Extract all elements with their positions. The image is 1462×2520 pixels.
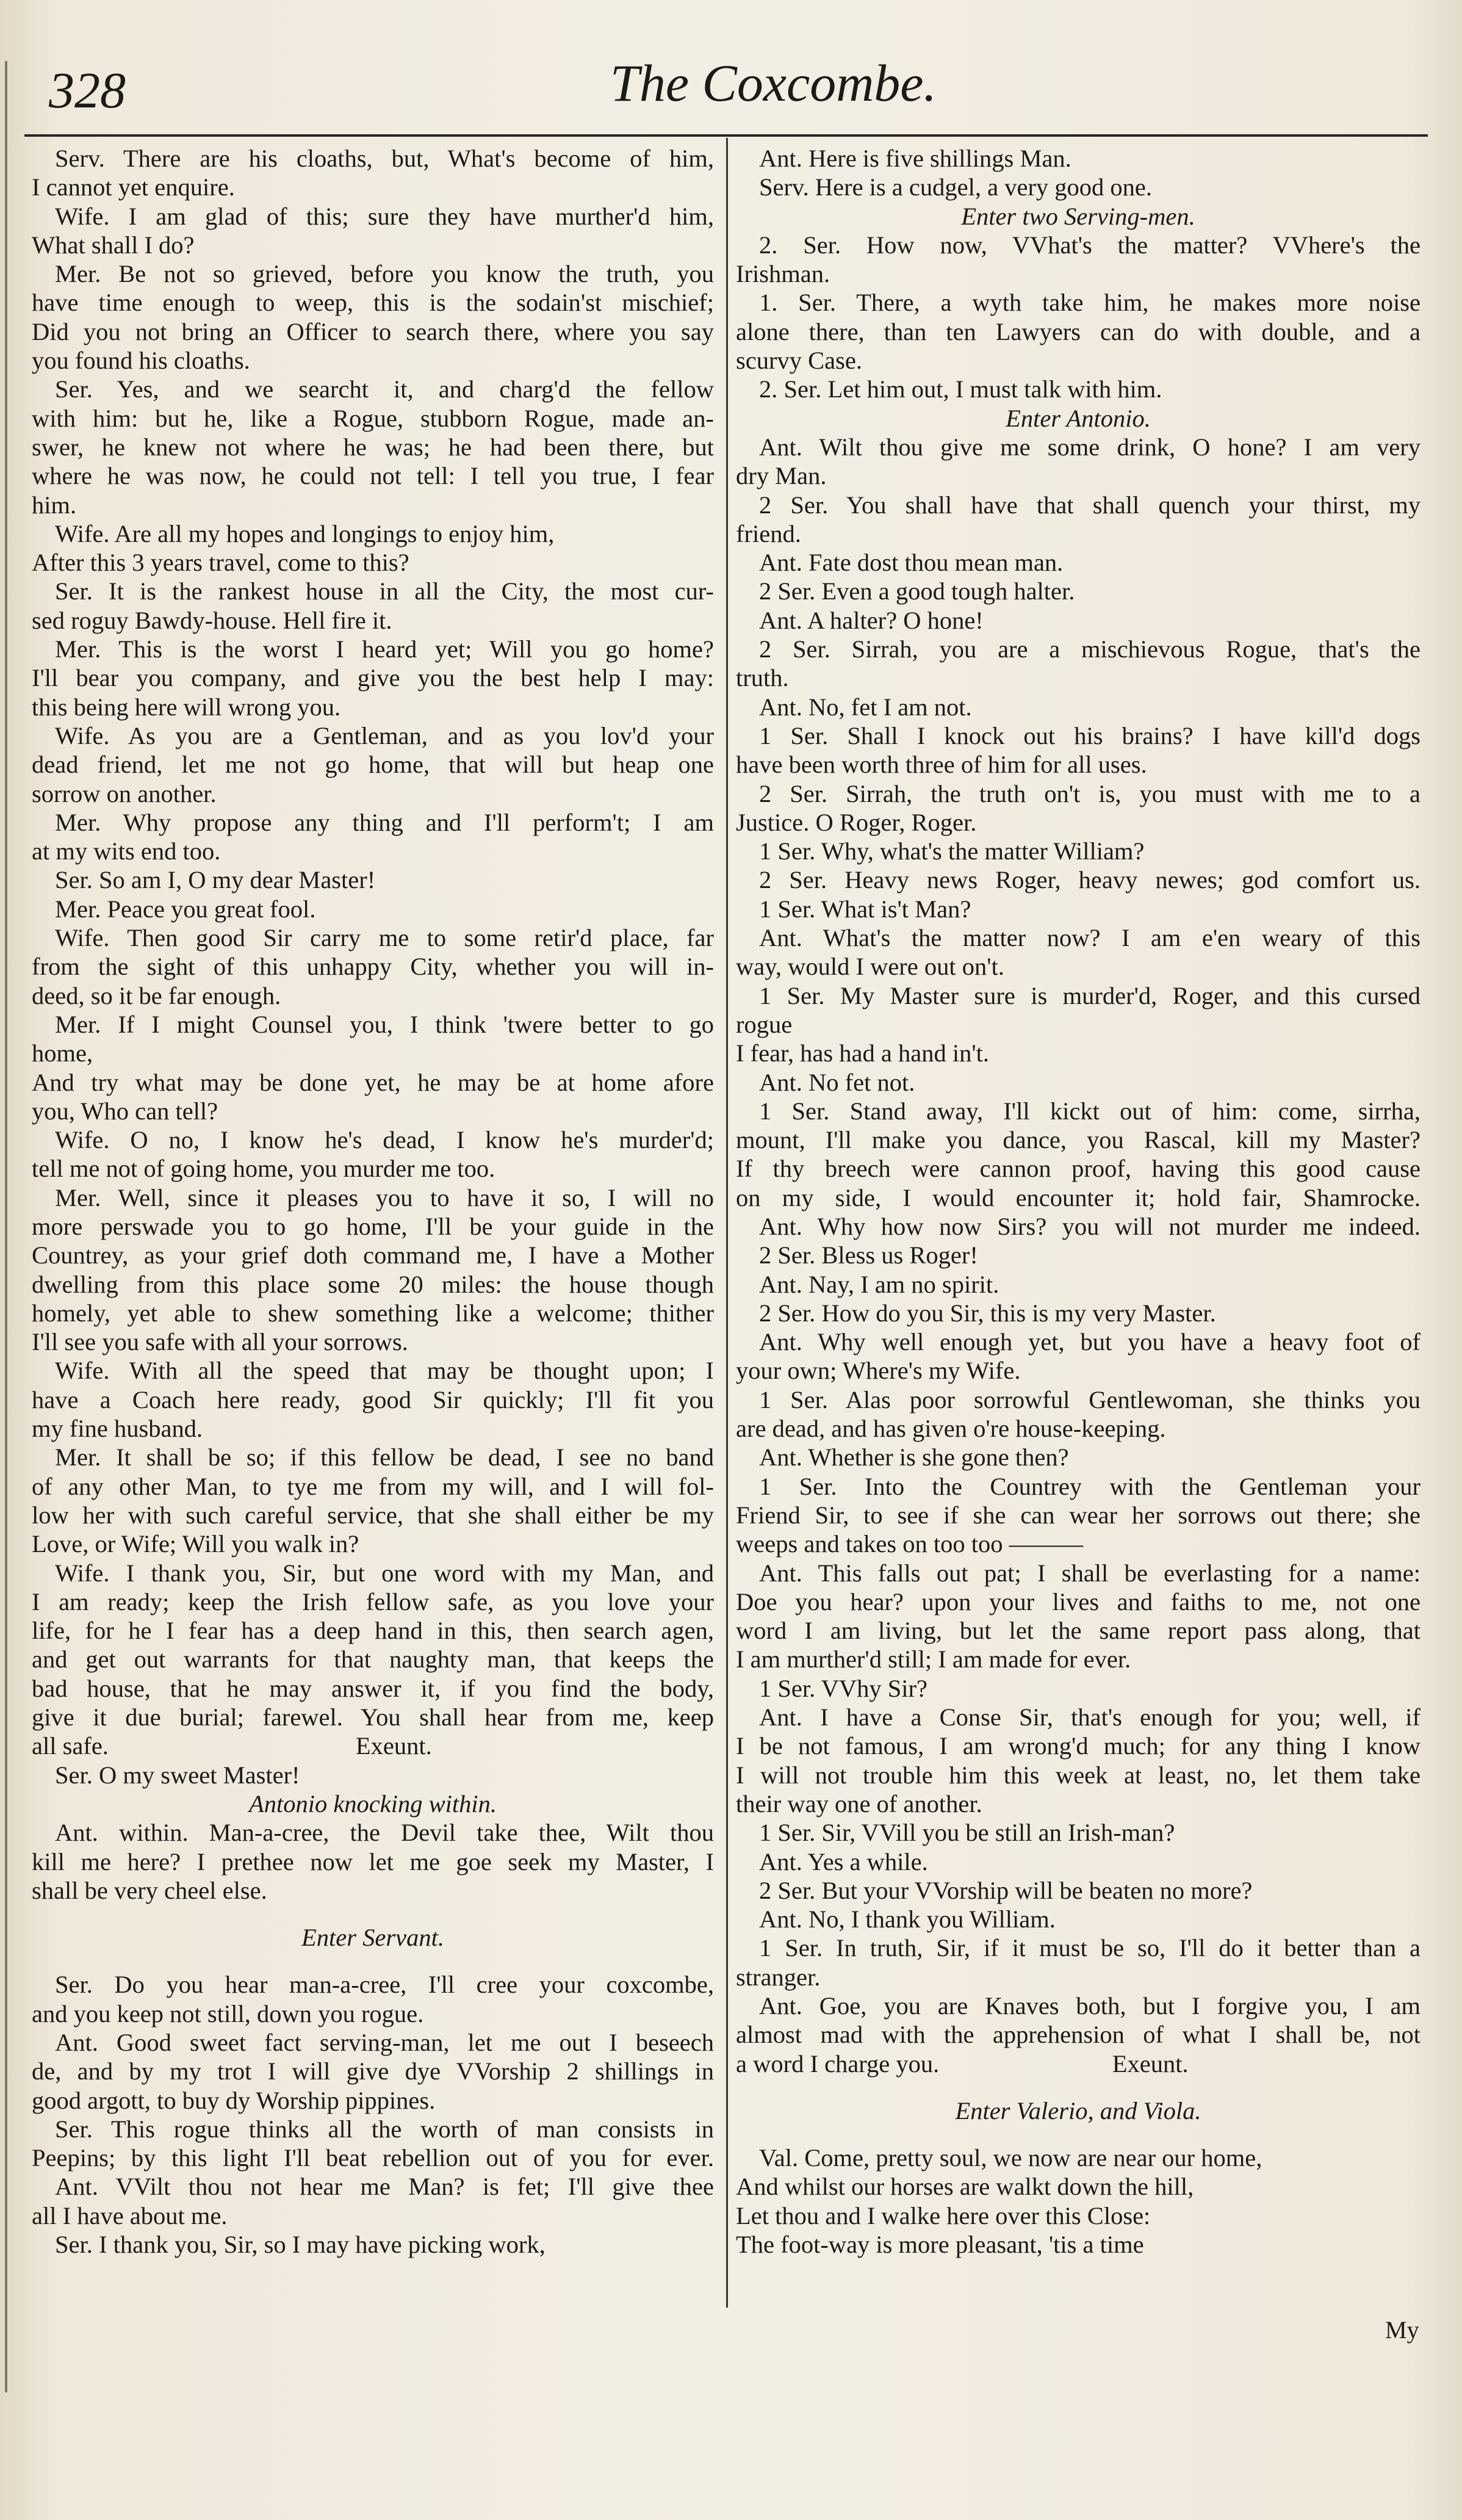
text-line: I cannot yet enquire.	[32, 173, 235, 201]
text-line: 1 Ser. In truth, Sir, if it must be so, I'll do it better than a	[759, 1934, 1421, 1962]
text-line: home,	[32, 1039, 93, 1067]
text-line: Mer. This is the worst I heard yet; Will you go home?	[55, 635, 714, 663]
text-line: Ant. Fate dost thou mean man.	[759, 549, 1064, 577]
text-line: homely, yet able to shew something like a welcome; thither	[32, 1299, 714, 1327]
text-line: Mer. Why propose any thing and I'll perform't; I am	[55, 808, 714, 836]
text-line: from the sight of this unhappy City, whether you will in-	[32, 953, 714, 981]
page-header	[24, 43, 1440, 119]
text-line: Friend Sir, to see if she can wear her sorrows out there; she	[736, 1501, 1421, 1529]
text-line: Mer. Be not so grieved, before you know the truth, you	[55, 260, 714, 288]
text-line: Ant. No, fet I am not.	[759, 693, 972, 721]
text-line: Countrey, as your grief doth command me, I have a Mother	[32, 1241, 714, 1269]
text-line: all safe. Exeunt.	[32, 1732, 432, 1760]
text-line: Ant. This falls out pat; I shall be everlasting for a name:	[759, 1559, 1421, 1587]
text-line: have a Coach here ready, good Sir quickly; I'll fit you	[32, 1385, 714, 1413]
text-line: have been worth three of him for all uses.	[736, 751, 1147, 779]
text-line: I will not trouble him this week at least, no, let them take	[736, 1761, 1421, 1789]
text-line: Wife. Are all my hopes and longings to enjoy him,	[55, 519, 555, 547]
text-line: weeps and takes on too too ———	[736, 1530, 1084, 1558]
text-line: I am ready; keep the Irish fellow safe, as you love your	[32, 1587, 714, 1616]
left-column	[32, 144, 714, 2259]
catchword: My	[1385, 2316, 1419, 2344]
text-line: Ant. I have a Conse Sir, that's enough for you; well, if	[759, 1703, 1421, 1731]
text-line: my fine husband.	[32, 1415, 203, 1443]
text-line: 1 Ser. Shall I knock out his brains? I have kill'd dogs	[759, 721, 1421, 749]
text-line: 1 Ser. Stand away, I'll kickt out of him: come, sirrha,	[759, 1097, 1421, 1125]
text-line: low her with such careful service, that she shall either be my	[32, 1501, 714, 1529]
text-line: word I am living, but let the same report pass along, that	[736, 1617, 1421, 1645]
text-line: 2 Ser. Even a good tough halter.	[759, 577, 1075, 605]
text-line: Ser. So am I, O my dear Master!	[55, 866, 376, 894]
text-line: Val. Come, pretty soul, we now are near our home,	[759, 2144, 1262, 2172]
text-line: you found his cloaths.	[32, 347, 250, 375]
text-line: rogue	[736, 1010, 793, 1038]
text-line: And whilst our horses are walkt down the hill,	[736, 2173, 1194, 2201]
text-line: Enter Servant.	[301, 1924, 444, 1952]
text-line: you, Who can tell?	[32, 1097, 218, 1125]
text-line: friend.	[736, 519, 801, 547]
text-line: I fear, has had a hand in't.	[736, 1039, 990, 1067]
text-line: Serv. Here is a cudgel, a very good one.	[759, 173, 1153, 201]
text-line: What shall I do?	[32, 231, 195, 259]
text-line: shall be very cheel else.	[32, 1876, 267, 1904]
text-line: Ant. Why how now Sirs? you will not murder me indeed.	[759, 1212, 1421, 1240]
text-line: good argott, to buy dy Worship pippines.	[32, 2086, 436, 2114]
text-line: stranger.	[736, 1963, 821, 1991]
text-line: Ant. A halter? O hone!	[759, 606, 984, 634]
text-line: dry Man.	[736, 462, 827, 490]
text-line: Ser. O my sweet Master!	[55, 1761, 300, 1789]
text-line: Let thou and I walke here over this Close:	[736, 2201, 1151, 2229]
text-line: 2. Ser. How now, VVhat's the matter? VVhere's the	[759, 231, 1421, 259]
text-line: 1 Ser. Sir, VVill you be still an Irish-man?	[759, 1819, 1175, 1847]
right-column	[736, 144, 1421, 2259]
text-line: deed, so it be far enough.	[32, 981, 281, 1009]
text-line: Ant. Here is five shillings Man.	[759, 145, 1071, 172]
text-line: And try what may be done yet, he may be at home afore	[32, 1068, 714, 1096]
text-line: bad house, that he may answer it, if you find the body,	[32, 1674, 714, 1702]
text-line: Ant. Whether is she gone then?	[759, 1443, 1069, 1471]
text-line: 2 Ser. Heavy news Roger, heavy newes; god comfort us.	[759, 866, 1421, 894]
text-line: 1 Ser. VVhy Sir?	[759, 1674, 928, 1702]
text-line: Ant. No fet not.	[759, 1068, 915, 1096]
text-line: 2 Ser. How do you Sir, this is my very Master.	[759, 1299, 1216, 1327]
text-line: Doe you hear? upon your lives and faiths to me, not one	[736, 1587, 1421, 1616]
text-line: a word I charge you. Exeunt.	[736, 2049, 1189, 2078]
text-line: Wife. With all the speed that may be thought upon; I	[55, 1357, 714, 1385]
text-line: of any other Man, to tye me from my will, and I will fol-	[32, 1472, 714, 1500]
text-line: sed roguy Bawdy-house. Hell fire it.	[32, 606, 392, 634]
column-divider	[726, 138, 728, 2308]
text-line: and get out warrants for that naughty man, that keeps the	[32, 1645, 714, 1673]
text-line: Ser. This rogue thinks all the worth of man consists in	[55, 2115, 714, 2143]
text-line: and you keep not still, down you rogue.	[32, 1999, 424, 2027]
text-line: are dead, and has given o're house-keeping.	[736, 1415, 1166, 1443]
text-line: de, and by my trot I will give dye VVorship 2 shillings in	[32, 2057, 714, 2085]
text-line: swer, he knew not where he was; he had been there, but	[32, 433, 714, 461]
text-line: all I have about me.	[32, 2201, 228, 2229]
text-line: 1 Ser. Alas poor sorrowful Gentlewoman, she thinks you	[759, 1385, 1421, 1413]
text-line: almost mad with the apprehension of what I shall be, not	[736, 2021, 1421, 2049]
text-line: Ant. within. Man-a-cree, the Devil take thee, Wilt thou	[55, 1819, 714, 1847]
text-line: Ant. No, I thank you William.	[759, 1905, 1056, 1933]
text-line: 2 Ser. But your VVorship will be beaten no more?	[759, 1876, 1253, 1904]
text-line: alone there, than ten Lawyers can do with double, and a	[736, 317, 1421, 345]
text-line: Mer. Well, since it pleases you to have it so, I will no	[55, 1183, 714, 1211]
text-line: dead friend, let me not go home, that will but heap one	[32, 751, 714, 779]
text-line: mount, I'll make you dance, you Rascal, kill my Master?	[736, 1126, 1421, 1154]
text-line: Ant. VVilt thou not hear me Man? is fet; I'll give thee	[55, 2173, 714, 2201]
text-line: Mer. If I might Counsel you, I think 'twere better to go	[55, 1010, 714, 1038]
text-line: 2 Ser. You shall have that shall quench your thirst, my	[759, 491, 1421, 519]
text-line: 1. Ser. There, a wyth take him, he makes more noise	[759, 289, 1421, 317]
text-line: Ant. Yes a while.	[759, 1847, 928, 1876]
text-line: him.	[32, 491, 77, 519]
text-line: 1 Ser. Into the Countrey with the Gentleman your	[759, 1472, 1421, 1500]
text-line: Justice. O Roger, Roger.	[736, 808, 977, 836]
text-line: Irishman.	[736, 260, 830, 288]
text-line: Mer. It shall be so; if this fellow be dead, I see no band	[55, 1443, 714, 1471]
text-line: way, would I were out on't.	[736, 953, 1004, 981]
text-line: Mer. Peace you great fool.	[55, 895, 316, 923]
text-line: I be not famous, I am wrong'd much; for any thing I know	[736, 1732, 1421, 1760]
text-line: more perswade you to go home, I'll be your guide in the	[32, 1212, 714, 1240]
text-line: Wife. O no, I know he's dead, I know he's murder'd;	[55, 1126, 714, 1154]
text-line: Ser. I thank you, Sir, so I may have picking work,	[55, 2231, 546, 2259]
text-line: kill me here? I prethee now let me goe seek my Master, I	[32, 1847, 714, 1876]
text-line: your own; Where's my Wife.	[736, 1357, 1021, 1385]
text-line: After this 3 years travel, come to this?	[32, 549, 409, 577]
text-line: 2 Ser. Sirrah, the truth on't is, you must with me to a	[759, 779, 1421, 807]
text-line: Wife. I thank you, Sir, but one word with my Man, and	[55, 1559, 714, 1587]
text-line: Ant. Good sweet fact serving-man, let me out I beseech	[55, 2029, 714, 2056]
text-line: Ser. It is the rankest house in all the City, the most cur-	[55, 577, 714, 605]
text-line: I am murther'd still; I am made for ever.	[736, 1645, 1131, 1673]
page-number: 328	[49, 62, 126, 119]
text-line: Wife. I am glad of this; sure they have murther'd him,	[55, 202, 714, 230]
text-line: dwelling from this place some 20 miles: the house though	[32, 1270, 714, 1298]
text-line: at my wits end too.	[32, 837, 221, 865]
text-line: Wife. As you are a Gentleman, and as you lov'd your	[55, 721, 714, 749]
text-line: 2. Ser. Let him out, I must talk with him.	[759, 375, 1162, 403]
text-line: Antonio knocking within.	[248, 1789, 497, 1818]
text-line: with him: but he, like a Rogue, stubborn Rogue, made an-	[32, 404, 714, 432]
text-line: Serv. There are his cloaths, but, What's become of him,	[55, 145, 714, 172]
text-line: 1 Ser. Why, what's the matter William?	[759, 837, 1145, 865]
text-line: sorrow on another.	[32, 779, 217, 807]
text-line: Peepins; by this light I'll beat rebellion out of you for ever.	[32, 2144, 714, 2172]
text-line: 2 Ser. Sirrah, you are a mischievous Rogue, that's the	[759, 635, 1421, 663]
text-line: scurvy Case.	[736, 347, 862, 375]
text-line: Ant. What's the matter now? I am e'en weary of this	[759, 924, 1421, 952]
text-line: their way one of another.	[736, 1789, 982, 1818]
text-line: Love, or Wife; Will you walk in?	[32, 1530, 359, 1558]
text-line: truth.	[736, 664, 789, 692]
text-line: Ser. Do you hear man-a-cree, I'll cree your coxcombe,	[55, 1971, 714, 1999]
header-rule	[24, 134, 1428, 137]
text-line: If thy breech were cannon proof, having this good cause	[736, 1155, 1421, 1183]
text-line: Enter two Serving-men.	[961, 202, 1195, 230]
text-line: Enter Valerio, and Viola.	[955, 2096, 1201, 2125]
text-line: where he was now, he could not tell: I tell you true, I fear	[32, 462, 714, 490]
text-line: Ser. Yes, and we searcht it, and charg'd the fellow	[55, 375, 714, 403]
text-line: life, for he I fear has a deep hand in this, then search agen,	[32, 1617, 714, 1645]
text-line: Enter Antonio.	[1006, 404, 1151, 432]
text-line: 2 Ser. Bless us Roger!	[759, 1241, 978, 1269]
text-line: Ant. Wilt thou give me some drink, O hone? I am very	[759, 433, 1421, 461]
text-line: have time enough to weep, this is the sodain'st mischief;	[32, 289, 714, 317]
text-line: Wife. Then good Sir carry me to some retir'd place, far	[55, 924, 714, 952]
text-line: Ant. Goe, you are Knaves both, but I forgive you, I am	[759, 1992, 1421, 2020]
text-line: give it due burial; farewel. You shall hear from me, keep	[32, 1703, 714, 1731]
text-line: Ant. Nay, I am no spirit.	[759, 1270, 999, 1298]
text-line: I'll see you safe with all your sorrows.	[32, 1328, 408, 1356]
text-line: Ant. Why well enough yet, but you have a heavy foot of	[759, 1328, 1421, 1356]
text-line: 1 Ser. What is't Man?	[759, 895, 971, 923]
text-line: The foot-way is more pleasant, 'tis a time	[736, 2231, 1144, 2259]
running-title: The Coxcombe.	[610, 54, 937, 112]
text-line: I'll bear you company, and give you the best help I may:	[32, 664, 714, 692]
text-line: Did you not bring an Officer to search there, where you say	[32, 317, 714, 345]
text-line: on my side, I would encounter it; hold fair, Shamrocke.	[736, 1183, 1421, 1211]
text-line: tell me not of going home, you murder me too.	[32, 1155, 495, 1183]
text-line: this being here will wrong you.	[32, 693, 341, 721]
page-edge-rule	[5, 61, 7, 2392]
text-line: 1 Ser. My Master sure is murder'd, Roger, and this cursed	[759, 981, 1421, 1009]
